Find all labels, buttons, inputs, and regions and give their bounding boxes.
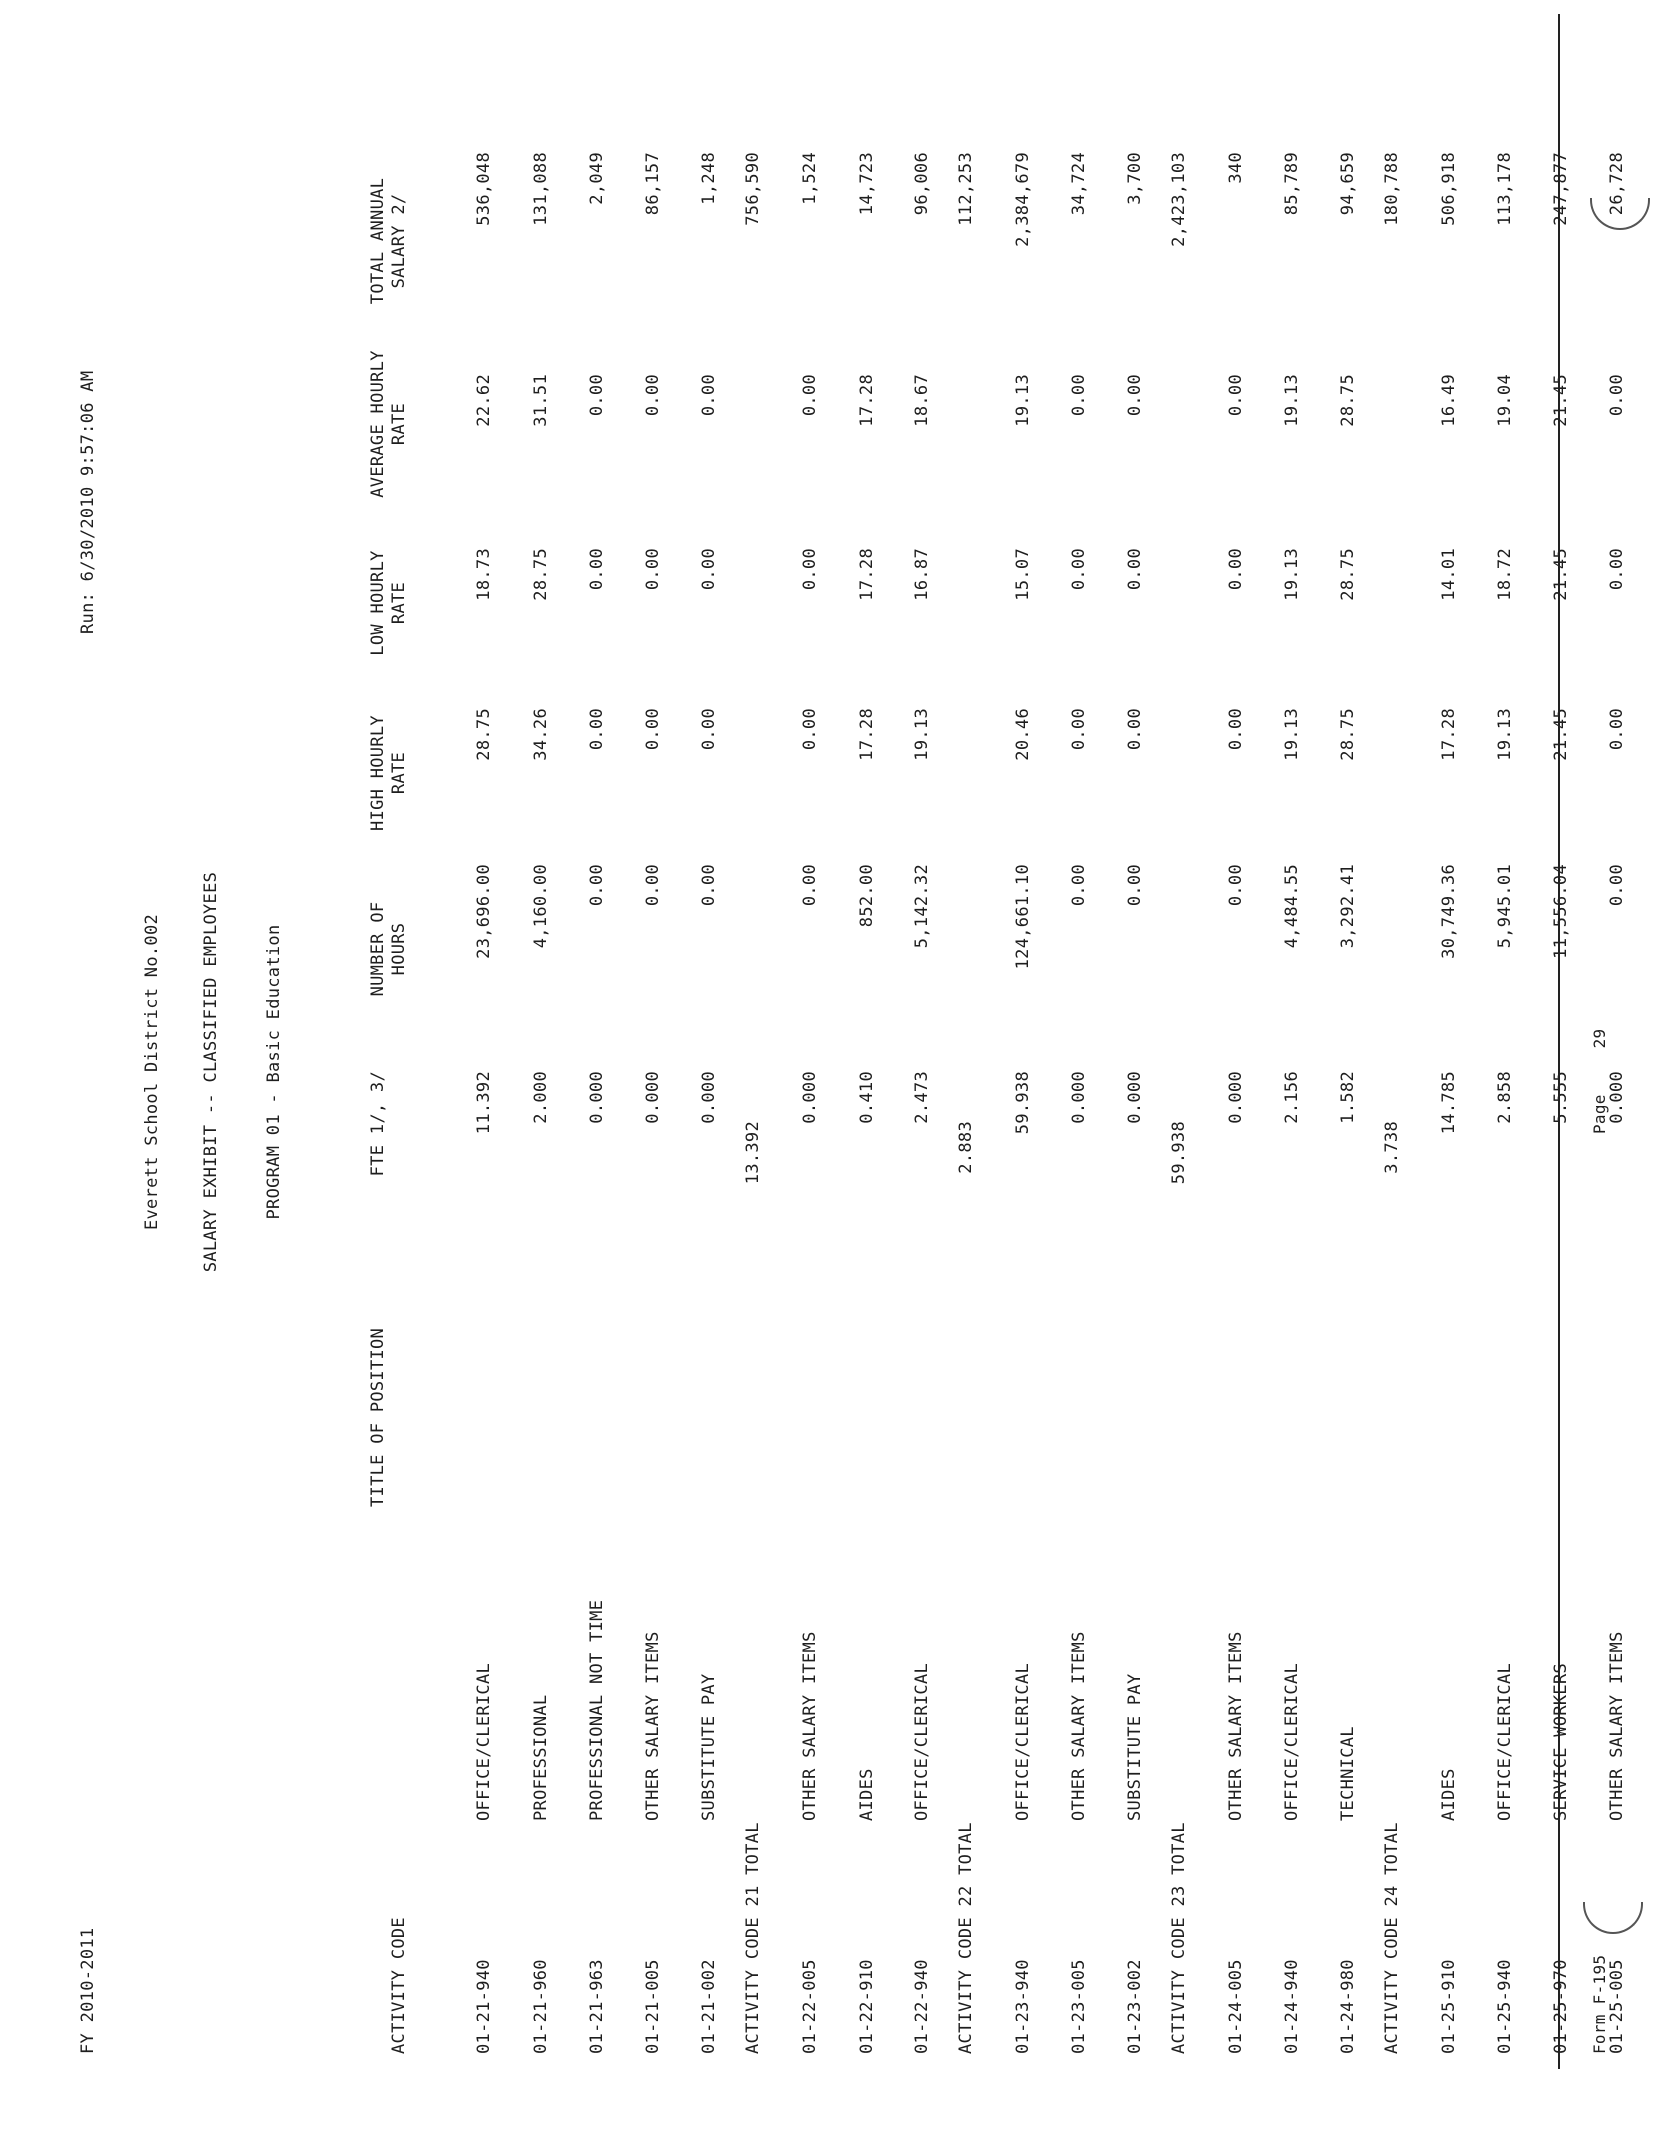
col-header-fte: FTE 1/, 3/: [368, 1071, 388, 1177]
position-title-cell: SUBSTITUTE PAY: [699, 1673, 719, 1821]
fte-cell: 11.392: [474, 1071, 494, 1135]
activity-code-cell: 01-23-002: [1125, 1959, 1145, 2054]
hours-cell: 0.00: [800, 864, 820, 907]
hours-cell: 4,484.55: [1282, 864, 1302, 949]
low-rate-cell: 0.00: [1125, 548, 1145, 591]
fte-cell: 0.410: [857, 1071, 877, 1124]
table-row: [911, 0, 933, 2144]
position-title-cell: OFFICE/CLERICAL: [474, 1662, 494, 1821]
salary-cell: 1,248: [699, 152, 719, 205]
fte-cell: 59.938: [1169, 1121, 1189, 1185]
position-title-cell: OTHER SALARY ITEMS: [1226, 1631, 1246, 1821]
page-indicator: [1590, 1029, 1609, 1134]
activity-code-cell: 01-23-005: [1069, 1959, 1089, 2054]
avg-rate-cell: 31.51: [531, 374, 551, 427]
avg-rate-cell: 17.28: [857, 374, 877, 427]
activity-code-cell: 01-22-940: [912, 1959, 932, 2054]
avg-rate-cell: 19.13: [1282, 374, 1302, 427]
fte-cell: 2.000: [531, 1071, 551, 1124]
hours-cell: 0.00: [1125, 864, 1145, 907]
total-label: ACTIVITY CODE 22 TOTAL: [956, 1822, 976, 2054]
activity-code-cell: 01-22-005: [800, 1959, 820, 2054]
col-header-high-line2: RATE: [389, 751, 409, 795]
salary-cell: 94,659: [1338, 152, 1358, 216]
salary-cell: 3,700: [1125, 152, 1145, 205]
table-row: [698, 0, 720, 2144]
table-total-row: [1168, 0, 1190, 2144]
position-title-cell: OFFICE/CLERICAL: [1282, 1662, 1302, 1821]
avg-rate-cell: 19.13: [1013, 374, 1033, 427]
high-rate-cell: 28.75: [1338, 708, 1358, 761]
low-rate-cell: 0.00: [1607, 548, 1627, 591]
hours-cell: 0.00: [699, 864, 719, 907]
fte-cell: 0.000: [1125, 1071, 1145, 1124]
high-rate-cell: 28.75: [474, 708, 494, 761]
hours-cell: 30,749.36: [1439, 864, 1459, 959]
position-title-cell: OTHER SALARY ITEMS: [1607, 1631, 1627, 1821]
hours-cell: 0.00: [643, 864, 663, 907]
hours-cell: 0.00: [1607, 864, 1627, 907]
activity-code-cell: 01-24-980: [1338, 1959, 1358, 2054]
hours-cell: 5,142.32: [912, 864, 932, 949]
fte-cell: 0.000: [643, 1071, 663, 1124]
position-title-cell: OTHER SALARY ITEMS: [800, 1631, 820, 1821]
avg-rate-cell: 0.00: [587, 374, 607, 417]
avg-rate-cell: 0.00: [1607, 374, 1627, 417]
fte-cell: 59.938: [1013, 1071, 1033, 1135]
avg-rate-cell: 19.04: [1495, 374, 1515, 427]
high-rate-cell: 17.28: [1439, 708, 1459, 761]
salary-cell: 131,088: [531, 152, 551, 226]
fte-cell: 2.883: [956, 1121, 976, 1174]
position-title-cell: SERVICE WORKERS: [1551, 1662, 1571, 1821]
low-rate-cell: 18.73: [474, 548, 494, 601]
high-rate-cell: 20.46: [1013, 708, 1033, 761]
fte-cell: 0.000: [587, 1071, 607, 1124]
total-label: ACTIVITY CODE 23 TOTAL: [1169, 1822, 1189, 2054]
col-header-salary-line1: TOTAL ANNUAL: [368, 177, 388, 305]
low-rate-cell: 0.00: [587, 548, 607, 591]
salary-cell: 247,877: [1551, 152, 1571, 226]
position-title-cell: OTHER SALARY ITEMS: [1069, 1631, 1089, 1821]
activity-code-cell: 01-25-910: [1439, 1959, 1459, 2054]
salary-cell: 2,049: [587, 152, 607, 205]
high-rate-cell: 0.00: [800, 708, 820, 751]
avg-rate-cell: 0.00: [800, 374, 820, 417]
form-number: Form F-195: [1590, 1954, 1609, 2054]
low-rate-cell: 0.00: [643, 548, 663, 591]
avg-rate-cell: 0.00: [1069, 374, 1089, 417]
total-label: ACTIVITY CODE 24 TOTAL: [1382, 1822, 1402, 2054]
fte-cell: 13.392: [743, 1121, 763, 1185]
col-header-hours-line2: HOURS: [389, 922, 409, 976]
table-total-row: [742, 0, 764, 2144]
col-header-hours-line1: NUMBER OF: [368, 901, 388, 997]
low-rate-cell: 0.00: [1069, 548, 1089, 591]
fte-cell: 0.000: [800, 1071, 820, 1124]
salary-cell: 506,918: [1439, 152, 1459, 226]
fte-cell: 0.000: [1226, 1071, 1246, 1124]
high-rate-cell: 21.45: [1551, 708, 1571, 761]
page-number: 29: [1590, 1028, 1609, 1049]
fte-cell: 2.858: [1495, 1071, 1515, 1124]
avg-rate-cell: 18.67: [912, 374, 932, 427]
table-total-row: [955, 0, 977, 2144]
salary-cell: 340: [1226, 152, 1246, 184]
position-title-cell: OFFICE/CLERICAL: [1013, 1662, 1033, 1821]
hours-cell: 11,556.04: [1551, 864, 1571, 959]
position-title-cell: PROFESSIONAL: [531, 1694, 551, 1821]
high-rate-cell: 0.00: [643, 708, 663, 751]
position-title-cell: TECHNICAL: [1338, 1726, 1358, 1821]
high-rate-cell: 19.13: [1282, 708, 1302, 761]
salary-cell: 14,723: [857, 152, 877, 216]
low-rate-cell: 19.13: [1282, 548, 1302, 601]
fte-cell: 2.156: [1282, 1071, 1302, 1124]
low-rate-cell: 14.01: [1439, 548, 1459, 601]
col-header-title: TITLE OF POSITION: [368, 1327, 388, 1507]
hours-cell: 4,160.00: [531, 864, 551, 949]
activity-code-cell: 01-25-970: [1551, 1959, 1571, 2054]
position-title-cell: OFFICE/CLERICAL: [912, 1662, 932, 1821]
fte-cell: 1.582: [1338, 1071, 1358, 1124]
hours-cell: 23,696.00: [474, 864, 494, 959]
salary-cell: 2,384,679: [1013, 152, 1033, 247]
fte-cell: 3.738: [1382, 1121, 1402, 1174]
table-row: [1337, 0, 1359, 2144]
hours-cell: 0.00: [587, 864, 607, 907]
table-row: [1550, 0, 1572, 2144]
low-rate-cell: 18.72: [1495, 548, 1515, 601]
low-rate-cell: 28.75: [531, 548, 551, 601]
low-rate-cell: 0.00: [1226, 548, 1246, 591]
hours-cell: 5,945.01: [1495, 864, 1515, 949]
fte-cell: 0.000: [699, 1071, 719, 1124]
salary-cell: 85,789: [1282, 152, 1302, 216]
salary-cell: 86,157: [643, 152, 663, 216]
hours-cell: 0.00: [1226, 864, 1246, 907]
exhibit-title: SALARY EXHIBIT -- CLASSIFIED EMPLOYEES: [201, 871, 221, 1273]
table-row: [856, 0, 878, 2144]
col-header-avg-line2: RATE: [389, 402, 409, 446]
avg-rate-cell: 0.00: [1226, 374, 1246, 417]
hours-cell: 0.00: [1069, 864, 1089, 907]
col-header-activity-code: ACTIVITY CODE: [389, 1917, 409, 2054]
col-header-avg-line1: AVERAGE HOURLY: [368, 350, 388, 498]
avg-rate-cell: 21.45: [1551, 374, 1571, 427]
fte-cell: 5.555: [1551, 1071, 1571, 1124]
table-row: [1012, 0, 1034, 2144]
high-rate-cell: 0.00: [1125, 708, 1145, 751]
table-row: [1225, 0, 1247, 2144]
avg-rate-cell: 16.49: [1439, 374, 1459, 427]
table-row: [1068, 0, 1090, 2144]
activity-code-cell: 01-25-940: [1495, 1959, 1515, 2054]
col-header-salary-line2: SALARY 2/: [389, 193, 409, 289]
activity-code-cell: 01-21-963: [587, 1959, 607, 2054]
salary-cell: 26,728: [1607, 152, 1627, 216]
activity-code-cell: 01-24-005: [1226, 1959, 1246, 2054]
low-rate-cell: 0.00: [800, 548, 820, 591]
table-row: [1438, 0, 1460, 2144]
position-title-cell: SUBSTITUTE PAY: [1125, 1673, 1145, 1821]
program-title: PROGRAM 01 - Basic Education: [264, 924, 284, 1220]
col-header-low-line1: LOW HOURLY: [368, 550, 388, 656]
low-rate-cell: 28.75: [1338, 548, 1358, 601]
activity-code-cell: 01-21-005: [643, 1959, 663, 2054]
fiscal-year: FY 2010-2011: [78, 1927, 98, 2054]
position-title-cell: AIDES: [857, 1768, 877, 1821]
hours-cell: 124,661.10: [1013, 864, 1033, 970]
high-rate-cell: 0.00: [1069, 708, 1089, 751]
avg-rate-cell: 0.00: [643, 374, 663, 417]
position-title-cell: AIDES: [1439, 1768, 1459, 1821]
table-row: [642, 0, 664, 2144]
low-rate-cell: 16.87: [912, 548, 932, 601]
position-title-cell: OFFICE/CLERICAL: [1495, 1662, 1515, 1821]
high-rate-cell: 0.00: [1607, 708, 1627, 751]
hours-cell: 3,292.41: [1338, 864, 1358, 949]
activity-code-cell: 01-23-940: [1013, 1959, 1033, 2054]
table-row: [1494, 0, 1516, 2144]
salary-cell: 34,724: [1069, 152, 1089, 216]
page-label: Page: [1590, 1094, 1609, 1134]
fte-cell: 14.785: [1439, 1071, 1459, 1135]
district-name: Everett School District No.002: [142, 913, 162, 1231]
high-rate-cell: 17.28: [857, 708, 877, 761]
high-rate-cell: 34.26: [531, 708, 551, 761]
col-header-high-line1: HIGH HOURLY: [368, 715, 388, 831]
activity-code-cell: 01-24-940: [1282, 1959, 1302, 2054]
avg-rate-cell: 0.00: [699, 374, 719, 417]
high-rate-cell: 19.13: [912, 708, 932, 761]
salary-cell: 2,423,103: [1169, 152, 1189, 247]
position-title-cell: OTHER SALARY ITEMS: [643, 1631, 663, 1821]
salary-cell: 180,788: [1382, 152, 1402, 226]
table-row: [586, 0, 608, 2144]
activity-code-cell: 01-22-910: [857, 1959, 877, 2054]
table-row: [473, 0, 495, 2144]
col-header-low-line2: RATE: [389, 581, 409, 625]
low-rate-cell: 15.07: [1013, 548, 1033, 601]
table-row: [1124, 0, 1146, 2144]
table-row: [1606, 0, 1628, 2144]
run-timestamp: Run: 6/30/2010 9:57:06 AM: [78, 370, 98, 634]
table-total-row: [1381, 0, 1403, 2144]
high-rate-cell: 0.00: [699, 708, 719, 751]
table-row: [799, 0, 821, 2144]
salary-cell: 112,253: [956, 152, 976, 226]
high-rate-cell: 0.00: [587, 708, 607, 751]
table-row: [1281, 0, 1303, 2144]
total-label: ACTIVITY CODE 21 TOTAL: [743, 1822, 763, 2054]
low-rate-cell: 0.00: [699, 548, 719, 591]
fte-cell: 0.000: [1069, 1071, 1089, 1124]
avg-rate-cell: 0.00: [1125, 374, 1145, 417]
avg-rate-cell: 22.62: [474, 374, 494, 427]
footer-rule: [1558, 14, 1560, 2069]
fte-cell: 2.473: [912, 1071, 932, 1124]
high-rate-cell: 19.13: [1495, 708, 1515, 761]
salary-cell: 756,590: [743, 152, 763, 226]
low-rate-cell: 17.28: [857, 548, 877, 601]
activity-code-cell: 01-21-940: [474, 1959, 494, 2054]
salary-cell: 536,048: [474, 152, 494, 226]
salary-cell: 96,006: [912, 152, 932, 216]
salary-cell: 1,524: [800, 152, 820, 205]
table-row: [530, 0, 552, 2144]
fte-cell: 0.000: [1607, 1071, 1627, 1124]
activity-code-cell: 01-25-005: [1607, 1959, 1627, 2054]
position-title-cell: PROFESSIONAL NOT TIME: [587, 1599, 607, 1821]
avg-rate-cell: 28.75: [1338, 374, 1358, 427]
hours-cell: 852.00: [857, 864, 877, 928]
low-rate-cell: 21.45: [1551, 548, 1571, 601]
salary-cell: 113,178: [1495, 152, 1515, 226]
activity-code-cell: 01-21-002: [699, 1959, 719, 2054]
high-rate-cell: 0.00: [1226, 708, 1246, 751]
activity-code-cell: 01-21-960: [531, 1959, 551, 2054]
